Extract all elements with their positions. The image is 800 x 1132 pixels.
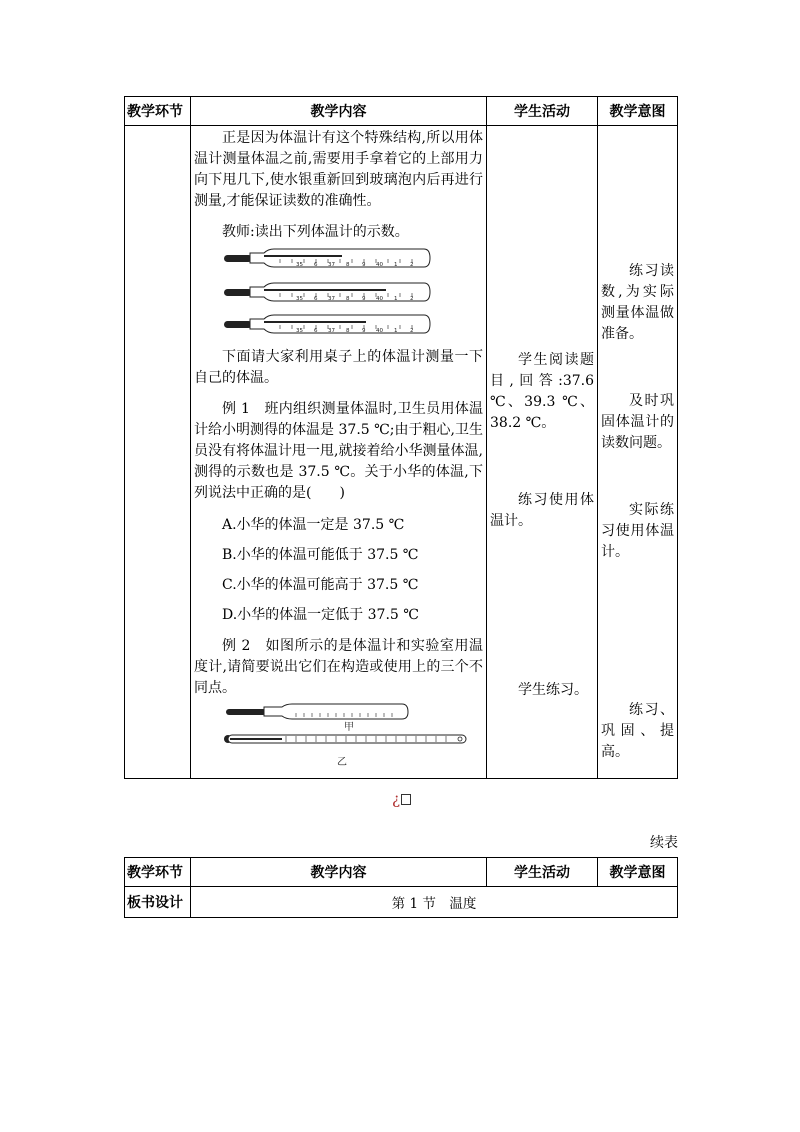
content-example2: 例 2 如图所示的是体温计和实验室用温度计,请简要说出它们在构造或使用上的三个不同点。	[194, 638, 483, 696]
table-header-row	[125, 858, 678, 887]
content-cell	[191, 126, 487, 779]
clinical-thermometer-3	[224, 315, 430, 333]
lesson-table-continued	[124, 857, 678, 918]
scale-label: 40	[376, 328, 383, 334]
intent-cell	[598, 126, 678, 779]
stage-cell	[125, 126, 191, 779]
student-activity-1: 学生阅读题目,回答:37.6 ℃、39.3 ℃、38.2 ℃。	[490, 352, 594, 431]
scale-label: 9	[362, 296, 366, 302]
header-content: 教学内容	[191, 858, 487, 887]
scale-label: 8	[346, 328, 350, 334]
table-header-row	[125, 97, 678, 126]
option-d: D.小华的体温一定低于 37.5 ℃	[222, 607, 419, 623]
intent-4: 练习、巩固、提高。	[601, 702, 674, 760]
option-c: C.小华的体温可能高于 37.5 ℃	[222, 577, 419, 593]
scale-label: 1	[394, 328, 398, 334]
intent-2: 及时巩固体温计的读数问题。	[601, 393, 674, 451]
header-stage: 教学环节	[125, 858, 191, 887]
scale-label: 6	[314, 262, 318, 268]
student-activity-2: 练习使用体温计。	[490, 492, 594, 529]
caption-yi: 乙	[337, 757, 347, 768]
student-activity-cell	[487, 126, 598, 779]
scale-label: 2	[410, 262, 414, 268]
scale-label: 35	[296, 328, 303, 334]
broken-glyph: ¿	[392, 790, 411, 808]
header-stage: 教学环节	[125, 97, 191, 126]
scale-label: 8	[346, 296, 350, 302]
clinical-thermometer-1	[224, 249, 430, 267]
scale-label: 1	[394, 262, 398, 268]
continued-label: 续表	[650, 835, 678, 851]
scale-label: 9	[362, 262, 366, 268]
lesson-table	[124, 96, 678, 779]
scale-label: 37	[328, 328, 335, 334]
scale-label: 40	[376, 296, 383, 302]
scale-label: 6	[314, 296, 318, 302]
scale-label: 35	[296, 296, 303, 302]
scale-label: 1	[394, 296, 398, 302]
content-example1: 例 1 班内组织测量体温时,卫生员用体温计给小明测得的体温是 37.5 ℃;由于粗心,卫生员没有将体温计甩一甩,就接着给小华测量体温,测得的示数也是 37.5 ℃。关于小华的体温,下列说法中正确的是( )	[194, 401, 483, 501]
board-design-label: 板书设计	[125, 887, 191, 918]
scale-label: 2	[410, 328, 414, 334]
intent-1: 练习读数,为实际测量体温做准备。	[601, 263, 674, 342]
student-activity-3: 学生练习。	[518, 682, 588, 698]
content-teacher: 教师:读出下列体温计的示数。	[222, 224, 409, 240]
option-a: A.小华的体温一定是 37.5 ℃	[222, 517, 405, 533]
clinical-thermometers-figure	[224, 247, 434, 337]
content-para2: 下面请大家利用桌子上的体温计测量一下自己的体温。	[194, 349, 483, 386]
option-b: B.小华的体温可能低于 37.5 ℃	[222, 547, 419, 563]
header-student-activity: 学生活动	[487, 858, 598, 887]
scale-label: 2	[410, 296, 414, 302]
scale-label: 9	[362, 328, 366, 334]
header-intent: 教学意图	[598, 97, 678, 126]
caption-jia: 甲	[344, 722, 354, 733]
header-intent: 教学意图	[598, 858, 678, 887]
thermometer-yi-figure	[222, 733, 472, 771]
scale-label: 40	[376, 262, 383, 268]
header-content: 教学内容	[191, 97, 487, 126]
intent-3: 实际练习使用体温计。	[601, 502, 674, 560]
table-row	[125, 126, 678, 779]
clinical-thermometer-2	[224, 283, 430, 301]
scale-label: 8	[346, 262, 350, 268]
scale-label: 6	[314, 328, 318, 334]
scale-label: 35	[296, 262, 303, 268]
scale-label: 37	[328, 296, 335, 302]
content-para1: 正是因为体温计有这个特殊结构,所以用体温计测量体温之前,需要用手拿着它的上部用力向下甩几下,使水银重新回到玻璃泡内后再进行测量,才能保证读数的准确性。	[194, 130, 483, 209]
table-row	[125, 887, 678, 918]
thermometer-jia-figure	[226, 703, 466, 733]
header-student-activity: 学生活动	[487, 97, 598, 126]
scale-label: 37	[328, 262, 335, 268]
missing-glyph-box-icon	[401, 794, 411, 805]
board-design-content: 第 1 节 温度	[191, 887, 678, 918]
